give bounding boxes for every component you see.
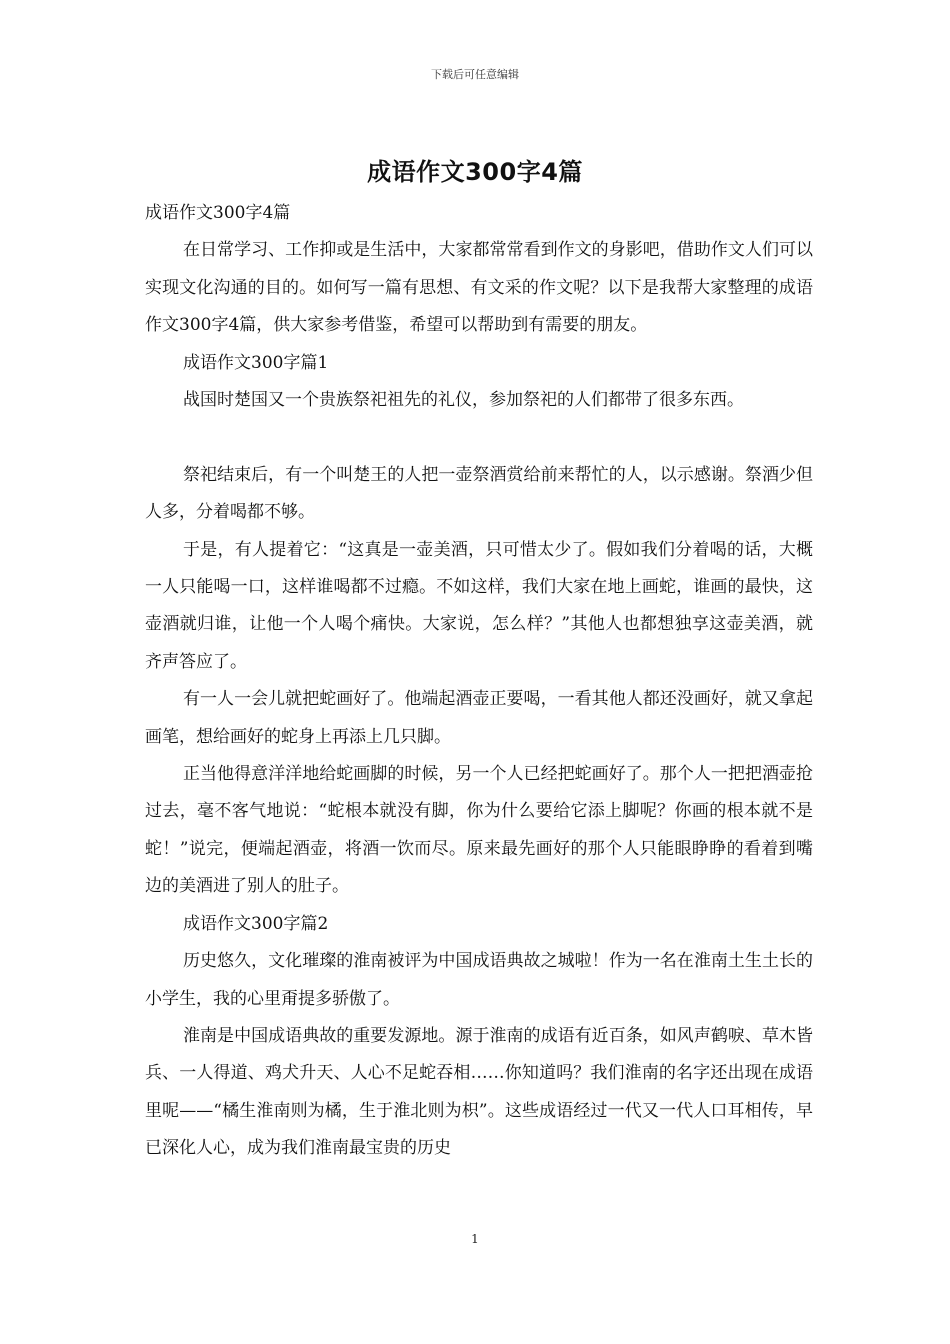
section-heading-2: 成语作文300字篇2 xyxy=(183,913,329,934)
document-body xyxy=(145,195,813,1168)
page-number: 1 xyxy=(471,1232,479,1246)
subtitle-line: 成语作文300字4篇 xyxy=(145,203,291,223)
intro-paragraph: 在日常学习、工作抑或是生活中，大家都常常看到作文的身影吧，借助作文人们可以实现文化沟通的目的。如何写一篇有思想、有文采的作文呢？以下是我帮大家整理的成语作文300字4篇，供大家参考借鉴，希望可以帮助到有需要的朋友。 xyxy=(145,240,813,336)
paragraph: 战国时楚国又一个贵族祭祀祖先的礼仪，参加祭祀的人们都带了很多东西。 xyxy=(183,390,744,411)
paragraph: 祭祀结束后，有一个叫楚王的人把一壶祭酒赏给前来帮忙的人，以示感谢。祭酒少但人多，分着喝都不够。 xyxy=(145,464,813,523)
paragraph: 历史悠久，文化璀璨的淮南被评为中国成语典故之城啦！作为一名在淮南土生土长的小学生，我的心里甭提多骄傲了。 xyxy=(145,951,813,1009)
header-note: 下载后可任意编辑 xyxy=(431,68,519,81)
paragraph: 于是，有人提着它：“这真是一壶美酒，只可惜太少了。假如我们分着喝的话，大概一人只能喝一口，这样谁喝都不过瘾。不如这样，我们大家在地上画蛇，谁画的最快，这壶酒就归谁，让他一个人喝个痛快。大家说，怎么样？”其他人也都想独享这壶美酒，就齐声答应了。 xyxy=(145,539,813,672)
section-heading-1: 成语作文300字篇1 xyxy=(183,352,329,373)
paragraph: 正当他得意洋洋地给蛇画脚的时候，另一个人已经把蛇画好了。那个人一把把酒壶抢过去，毫不客气地说：“蛇根本就没有脚，你为什么要给它添上脚呢？你画的根本就不是蛇！”说完，便端起酒壶，将酒一饮而尽。原来最先画好的那个人只能眼睁睁的看着到嘴边的美酒进了别人的肚子。 xyxy=(145,764,813,897)
paragraph: 有一人一会儿就把蛇画好了。他端起酒壶正要喝，一看其他人都还没画好，就又拿起画笔，想给画好的蛇身上再添上几只脚。 xyxy=(145,689,813,747)
blank-line xyxy=(145,419,813,456)
paragraph: 淮南是中国成语典故的重要发源地。源于淮南的成语有近百条，如风声鹤唳、草木皆兵、一人得道、鸡犬升天、人心不足蛇吞相……你知道吗？我们淮南的名字还出现在成语里呢——“橘生淮南则为橘，生于淮北则为枳”。这些成语经过一代又一代人口耳相传，早已深化人心，成为我们淮南最宝贵的历史 xyxy=(145,1025,813,1159)
document-title: 成语作文300字4篇 xyxy=(367,158,583,186)
